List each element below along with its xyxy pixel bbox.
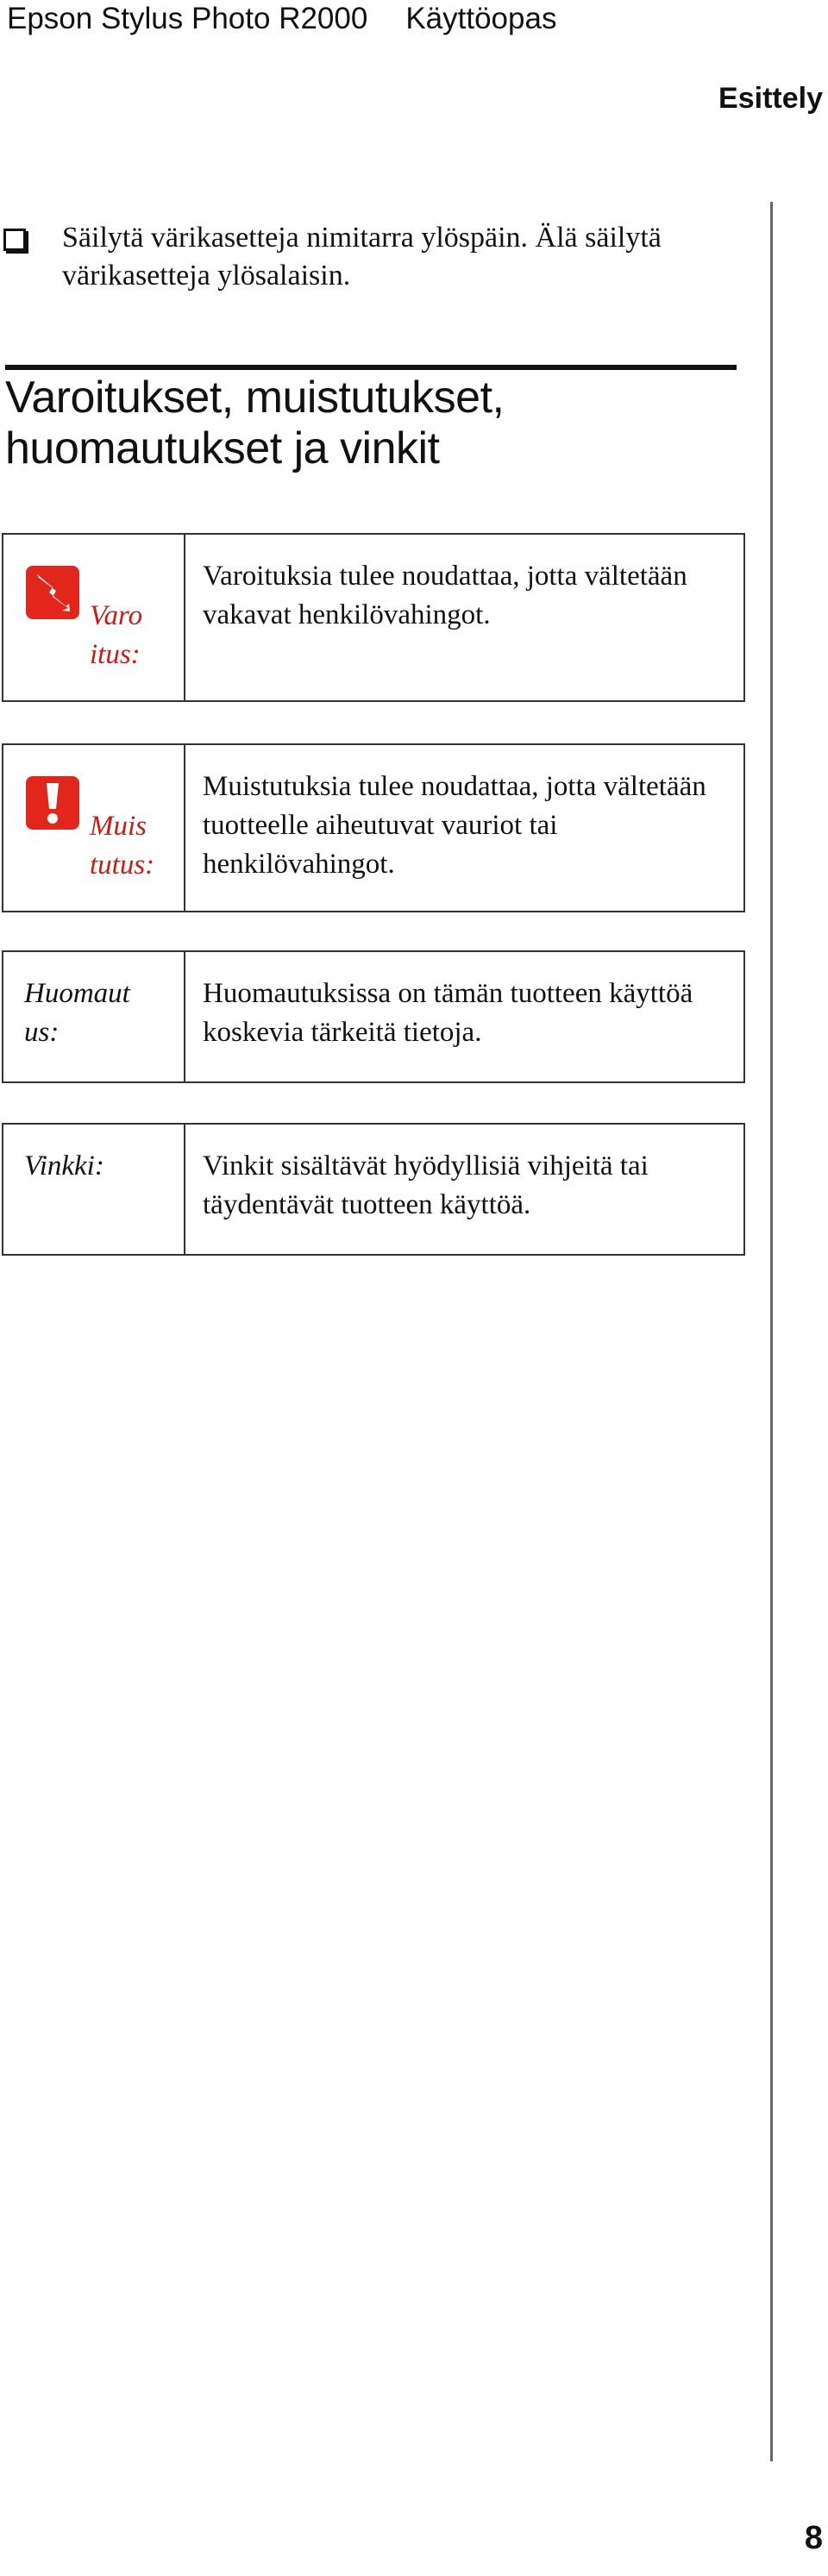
caution-label-line2: tutus: [90, 849, 155, 881]
checkbox-bullet-icon [3, 229, 26, 251]
section-divider [5, 365, 737, 370]
tip-label-cell [3, 1125, 185, 1254]
caution-label-cell [3, 745, 185, 911]
bullet-text: Säilytä värikasetteja nimitarra ylöspäin. Älä säilytä värikasetteja ylösalaisin. [62, 222, 662, 291]
warning-label-line2: itus: [90, 639, 141, 670]
caution-notice [2, 743, 745, 912]
caution-label-line1: Muis [90, 811, 147, 842]
header-product-name: Epson Stylus Photo R2000 [7, 2, 368, 35]
tip-label: Vinkki: [24, 1150, 104, 1181]
note-label [24, 975, 179, 1052]
note-notice [2, 950, 745, 1083]
warning-label-cell [3, 535, 185, 700]
tip-text: Vinkit sisältävät hyödyllisiä vihjeitä tai täydentävät tuotteen käyttöä. [203, 1150, 649, 1220]
running-header [7, 0, 556, 38]
page-number: 8 [804, 2520, 823, 2556]
tip-notice [2, 1123, 745, 1256]
lightning-warning-icon [26, 566, 79, 619]
note-label-line1: Huomaut [24, 978, 130, 1009]
section-title: Varoitukset, muistutukset, huomautukset ja vinkit [5, 373, 505, 473]
exclamation-caution-icon [26, 776, 79, 830]
margin-rule [770, 202, 773, 2461]
header-section-name: Esittely [718, 82, 823, 115]
caution-text: Muistutuksia tulee noudattaa, jotta vältetään tuotteelle aiheutuvat vauriot tai henkilövahingot. [203, 771, 706, 880]
note-text: Huomautuksissa on tämän tuotteen käyttöä koskevia tärkeitä tietoja. [203, 978, 693, 1048]
note-label-line2: us: [24, 1017, 60, 1048]
caution-label [90, 807, 179, 885]
header-guide-name: Käyttöopas [405, 2, 557, 35]
warning-label-line1: Varo [90, 600, 143, 631]
warning-text: Varoituksia tulee noudattaa, jotta vältetään vakavat henkilövahingot. [203, 561, 687, 630]
note-label-cell [3, 952, 185, 1081]
warning-notice [2, 533, 745, 702]
warning-label [90, 597, 179, 674]
bullet-item [3, 219, 745, 295]
